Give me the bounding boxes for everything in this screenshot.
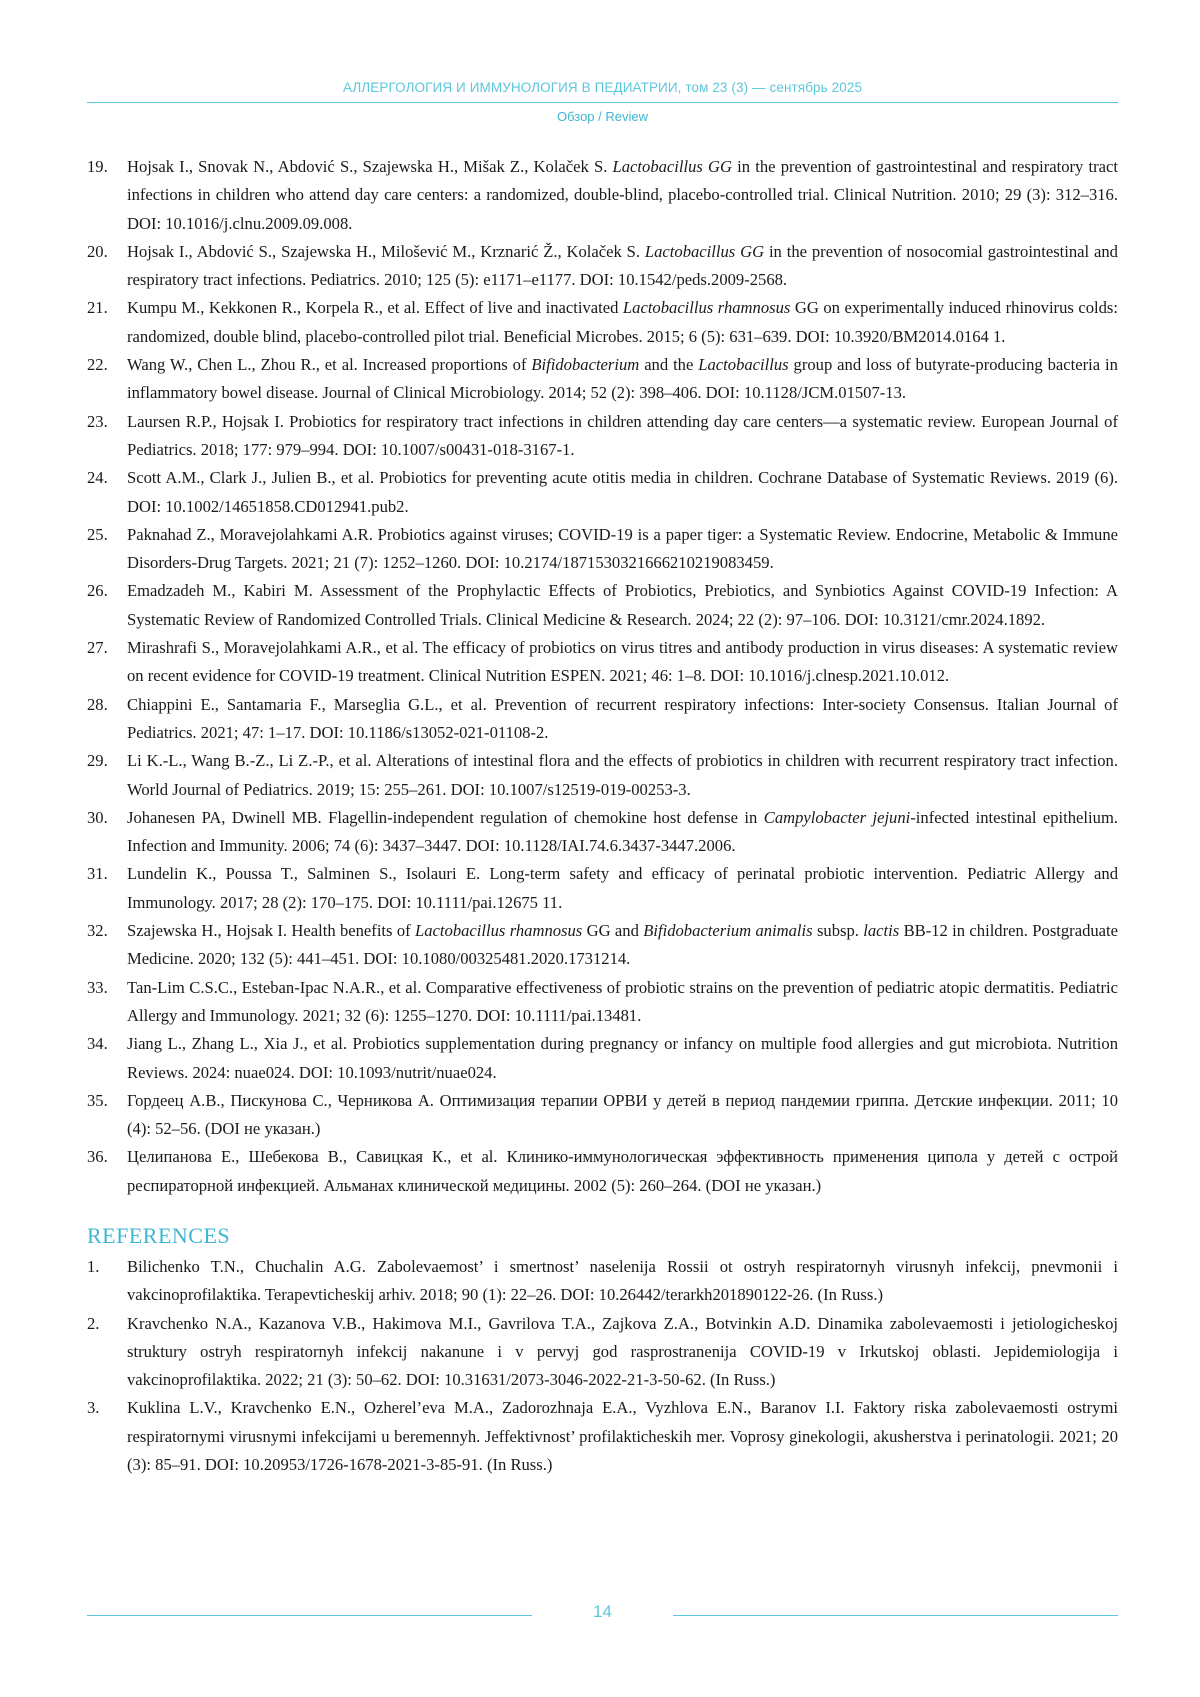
reference-text	[127, 1034, 1118, 1081]
reference-text-part: Mirashrafi S., Moravejolahkami A.R., et al. The efficacy of probiotics on virus titres and antibody production in virus diseases: A systematic review on recent evidence for COVID-19 treatment. Clinical Nutrition ESPEN. 2021; 46: 1–8. DOI: 10.1016/j.clnesp.2021.10.012.	[127, 638, 1118, 686]
reference-item	[87, 917, 1118, 974]
reference-text-part: Bilichenko T.N., Chuchalin A.G. Zabolevaemost’ i smertnost’ naselenija Rossii ot ostryh respiratornyh virusnyh infekcij, pnevmonii i vakcinoprofilaktika. Terapevticheskij arhiv. 2018; 90 (1): 22–26. DOI: 10.26442/terarkh201890122-26. (In Russ.)	[127, 1256, 1118, 1305]
reference-number: 2.	[87, 1313, 100, 1333]
reference-number: 23.	[87, 411, 108, 431]
reference-item	[87, 1087, 1118, 1144]
reference-number: 32.	[87, 921, 108, 941]
reference-item	[87, 634, 1118, 691]
reference-text-part: Lundelin K., Poussa T., Salminen S., Isolauri E. Long-term safety and efficacy of perinatal probiotic intervention. Pediatric Allergy and Immunology. 2017; 28 (2): 170–175. DOI: 10.1111/pai.12675 11.	[127, 864, 1118, 912]
reference-text-part: Wang W., Chen L., Zhou R., et al. Increased proportions of	[127, 355, 532, 375]
reference-text-part: Гордеец А.В., Пискунова С., Черникова А. Оптимизация терапии ОРВИ у детей в период пандемии гриппа. Детские инфекции. 2011; 10 (4): 52–56. (DOI не указан.)	[127, 1090, 1118, 1139]
reference-italic-term: Lactobacillus rhamnosus	[415, 921, 583, 941]
reference-number: 28.	[87, 694, 108, 714]
page-number: 14	[593, 1602, 612, 1621]
reference-item	[87, 294, 1118, 351]
reference-text	[127, 355, 1118, 402]
reference-text-part: Kuklina L.V., Kravchenko E.N., Ozherel’eva M.A., Zadorozhnaja E.A., Vyzhlova E.N., Baranov I.I. Faktory riska zabolevaemosti ostrymi respiratornymi virusnymi infekcijami u beremennyh. Jeffektivnost’ profilakticheskih mer. Voprosy ginekologii, akusherstva i perinatologii. 2021; 20 (3): 85–91. DOI: 10.20953/1726-1678-2021-3-85-91. (In Russ.)	[127, 1398, 1118, 1475]
reference-text	[127, 468, 1118, 515]
reference-text-part: BB-12 in children. Postgraduate Medicine. 2020; 132 (5): 441–451. DOI: 10.1080/00325481.2020.1731214.	[127, 921, 1119, 969]
reference-item	[87, 747, 1118, 804]
journal-title: АЛЛЕРГОЛОГИЯ И ИММУНОЛОГИЯ В ПЕДИАТРИИ, том 23 (3) — сентябрь 2025	[342, 80, 863, 95]
reference-number: 3.	[87, 1398, 100, 1418]
reference-item	[87, 408, 1118, 465]
reference-number: 34.	[87, 1034, 108, 1054]
reference-number: 21.	[87, 298, 108, 318]
reference-text-part: Hojsak I., Snovak N., Abdović S., Szajewska H., Mišak Z., Kolaček S.	[127, 157, 613, 176]
reference-number: 29.	[87, 751, 108, 771]
page-header	[87, 80, 1118, 124]
reference-text-part: Emadzadeh M., Kabiri M. Assessment of the Prophylactic Effects of Probiotics, Prebiotics, and Synbiotics Against COVID-19 Infection: A Systematic Review of Randomized Controlled Trials. Clinical Medicine & Research. 2024; 22 (2): 97–106. DOI: 10.3121/cmr.2024.1892.	[127, 581, 1118, 629]
reference-text	[127, 242, 1118, 289]
reference-text-part: Laursen R.P., Hojsak I. Probiotics for respiratory tract infections in children attending day care centers—a systematic review. European Journal of Pediatrics. 2018; 177: 979–994. DOI: 10.1007/s00431-018-3167-1.	[127, 411, 1118, 459]
reference-number: 25.	[87, 524, 108, 544]
reference-list-english	[87, 1253, 1118, 1479]
reference-text	[127, 808, 1118, 855]
reference-number: 1.	[87, 1256, 100, 1276]
reference-number: 24.	[87, 468, 108, 488]
reference-item	[87, 974, 1118, 1031]
reference-number: 33.	[87, 977, 108, 997]
reference-text-part: -infected intestinal epithelium. Infection and Immunity. 2006; 74 (6): 3437–3447. DOI: 10.1128/IAI.74.6.3437-3447.2006.	[127, 807, 1118, 856]
reference-text-part: Tan-Lim C.S.C., Esteban-Ipac N.A.R., et al. Comparative effectiveness of probiotic strains on the prevention of pediatric atopic dermatitis. Pediatric Allergy and Immunology. 2021; 32 (6): 1255–1270. DOI: 10.1111/pai.13481.	[127, 977, 1118, 1025]
reference-text-part: Li K.-L., Wang B.-Z., Li Z.-P., et al. Alterations of intestinal flora and the effects of probiotics in children with recurrent respiratory tract infection. World Journal of Pediatrics. 2019; 15: 255–261. DOI: 10.1007/s12519-019-00253-3.	[127, 751, 1118, 799]
reference-text	[127, 695, 1118, 742]
reference-text	[127, 525, 1118, 572]
reference-text-part: GG and	[582, 921, 644, 941]
reference-italic-term: Lactobacillus rhamnosus	[622, 298, 791, 318]
reference-text-part: in the prevention of gastrointestinal and respiratory tract infections in children who attend day care centers: a randomized, double-blind, placebo-controlled trial. Clinical Nutrition. 2010; 29 (3): 312–316. DOI: 10.1016/j.clnu.2009.09.008.	[127, 157, 1118, 233]
reference-item	[87, 1253, 1118, 1310]
reference-item	[87, 577, 1118, 634]
reference-number: 20.	[87, 241, 108, 261]
footer-divider-right	[673, 1615, 1118, 1616]
reference-text	[127, 921, 1118, 968]
references-content	[87, 153, 1118, 1479]
reference-italic-term: lactis	[863, 921, 900, 941]
reference-italic-term: Lactobacillus	[698, 355, 789, 375]
reference-text	[127, 978, 1118, 1025]
reference-number: 36.	[87, 1147, 108, 1167]
reference-text	[127, 157, 1118, 233]
reference-text-part: subsp.	[812, 921, 864, 941]
reference-text-part: Kumpu M., Kekkonen R., Korpela R., et al. Effect of live and inactivated	[127, 298, 623, 318]
reference-number: 19.	[87, 157, 108, 176]
reference-text	[127, 1147, 1118, 1194]
reference-text-part: Johanesen PA, Dwinell MB. Flagellin-independent regulation of chemokine host defense in	[127, 807, 764, 827]
reference-item	[87, 1394, 1118, 1479]
reference-text-part: GG on experimentally induced rhinovirus colds: randomized, double blind, placebo-controlled pilot trial. Beneficial Microbes. 2015; 6 (5): 631–639. DOI: 10.3920/BM2014.0164 1.	[127, 298, 1119, 346]
reference-text	[127, 751, 1118, 798]
reference-item	[87, 153, 1118, 238]
reference-item	[87, 521, 1118, 578]
reference-item	[87, 804, 1118, 861]
reference-italic-term: Bifidobacterium animalis	[643, 921, 813, 941]
reference-item	[87, 860, 1118, 917]
reference-number: 26.	[87, 581, 108, 601]
reference-text-part: Scott A.M., Clark J., Julien B., et al. Probiotics for preventing acute otitis media in children. Cochrane Database of Systematic Reviews. 2019 (6). DOI: 10.1002/14651858.CD012941.pub2.	[127, 468, 1118, 516]
reference-text	[127, 638, 1118, 685]
reference-italic-term: Lactobacillus GG	[612, 157, 733, 176]
reference-text-part: Paknahad Z., Moravejolahkami A.R. Probiotics against viruses; COVID-19 is a paper tiger: a Systematic Review. Endocrine, Metabolic & Immune Disorders-Drug Targets. 2021; 21 (7): 1252–1260. DOI: 10.2174/1871530321666210219083459.	[127, 524, 1118, 573]
reference-item	[87, 1030, 1118, 1087]
reference-number: 31.	[87, 864, 108, 884]
reference-text-part: Hojsak I., Abdović S., Szajewska H., Milošević M., Krznarić Ž., Kolaček S.	[127, 241, 645, 261]
reference-text-part: Целипанова Е., Шебекова В., Савицкая К., et al. Клинико-иммунологическая эффективность применения ципола у детей с острой респираторной инфекцией. Альманах клинической медицины. 2002 (5): 260–264. (DOI не указан.)	[127, 1147, 1118, 1195]
reference-text-part: Jiang L., Zhang L., Xia J., et al. Probiotics supplementation during pregnancy or infancy on multiple food allergies and gut microbiota. Nutrition Reviews. 2024: nuae024. DOI: 10.1093/nutrit/nuae024.	[127, 1034, 1118, 1082]
reference-text-part: Szajewska H., Hojsak I. Health benefits of	[127, 921, 416, 941]
reference-text	[127, 412, 1118, 459]
header-divider	[87, 102, 1118, 103]
reference-item	[87, 1143, 1118, 1200]
reference-text	[127, 1091, 1118, 1138]
page-footer	[87, 1600, 1118, 1630]
reference-text	[127, 1314, 1118, 1390]
reference-text	[127, 1257, 1118, 1304]
reference-number: 22.	[87, 355, 108, 375]
reference-number: 27.	[87, 638, 108, 658]
references-heading: REFERENCES	[87, 1222, 231, 1248]
reference-italic-term: Campylobacter jejuni	[763, 807, 911, 827]
reference-number: 35.	[87, 1090, 108, 1110]
reference-text-part: Chiappini E., Santamaria F., Marseglia G.L., et al. Prevention of recurrent respiratory infections: Inter-society Consensus. Italian Journal of Pediatrics. 2021; 47: 1–17. DOI: 10.1186/s13052-021-01108-2.	[127, 694, 1118, 742]
reference-list-russian	[87, 153, 1118, 1200]
reference-number: 30.	[87, 807, 108, 827]
reference-text-part: and the	[639, 355, 699, 375]
reference-text-part: Kravchenko N.A., Kazanova V.B., Hakimova M.I., Gavrilova T.A., Zajkova Z.A., Botvinkin A.D. Dinamika zabolevaemosti i jetiologicheskoj struktury ostryh respiratornyh infekcij nakanune i v pervyj god rasprostranenija COVID-19 v Irkutskoj oblasti. Jepidemiologija i vakcinoprofilaktika. 2022; 21 (3): 50–62. DOI: 10.31631/2073-3046-2022-21-3-50-62. (In Russ.)	[127, 1313, 1118, 1390]
reference-italic-term: Lactobacillus GG	[644, 241, 765, 261]
reference-text	[127, 1398, 1118, 1474]
reference-text-part: in the prevention of nosocomial gastrointestinal and respiratory tract infections. Pediatrics. 2010; 125 (5): e1171–e1177. DOI: 10.1542/peds.2009-2568.	[127, 241, 1118, 290]
reference-item	[87, 238, 1118, 295]
reference-text	[127, 298, 1118, 345]
reference-item	[87, 351, 1118, 408]
reference-italic-term: Bifidobacterium	[531, 355, 640, 375]
section-tag: Обзор / Review	[556, 109, 648, 124]
reference-item	[87, 464, 1118, 521]
reference-item	[87, 1310, 1118, 1395]
reference-text	[127, 581, 1118, 628]
reference-text	[127, 864, 1118, 911]
reference-text-part: group and loss of butyrate-producing bacteria in inflammatory bowel disease. Journal of Clinical Microbiology. 2014; 52 (2): 398–406. DOI: 10.1128/JCM.01507-13.	[127, 355, 1118, 403]
reference-item	[87, 691, 1118, 748]
